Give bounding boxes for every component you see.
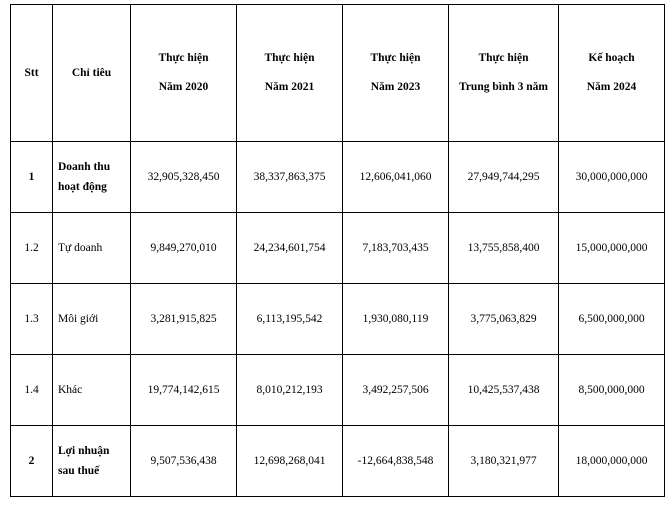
cell-stt: 1.3 <box>11 284 53 355</box>
column-header-stt: Stt <box>11 5 53 142</box>
cell-avg3: 10,425,537,438 <box>449 355 559 426</box>
cell-th2020: 32,905,328,450 <box>131 142 237 213</box>
cell-th2023: -12,664,838,548 <box>343 426 449 497</box>
cell-label: Doanh thu hoạt động <box>53 142 131 213</box>
cell-th2021: 38,337,863,375 <box>237 142 343 213</box>
column-header-chi-tieu: Chỉ tiêu <box>53 5 131 142</box>
cell-stt: 1 <box>11 142 53 213</box>
cell-th2021: 6,113,195,542 <box>237 284 343 355</box>
column-header-ke-hoach-2024: Kế hoạch Năm 2024 <box>559 5 665 142</box>
cell-th2023: 3,492,257,506 <box>343 355 449 426</box>
cell-th2020: 9,507,536,438 <box>131 426 237 497</box>
cell-label: Môi giới <box>53 284 131 355</box>
cell-label: Tự doanh <box>53 213 131 284</box>
table-row <box>11 142 665 213</box>
cell-avg3: 3,180,321,977 <box>449 426 559 497</box>
cell-plan2024: 15,000,000,000 <box>559 213 665 284</box>
cell-th2021: 24,234,601,754 <box>237 213 343 284</box>
cell-plan2024: 6,500,000,000 <box>559 284 665 355</box>
cell-th2020: 3,281,915,825 <box>131 284 237 355</box>
cell-plan2024: 30,000,000,000 <box>559 142 665 213</box>
column-header-thuc-hien-2021: Thực hiện Năm 2021 <box>237 5 343 142</box>
cell-label: Khác <box>53 355 131 426</box>
column-header-thuc-hien-2020: Thực hiện Năm 2020 <box>131 5 237 142</box>
cell-stt: 1.4 <box>11 355 53 426</box>
cell-avg3: 3,775,063,829 <box>449 284 559 355</box>
table-row <box>11 355 665 426</box>
table-body <box>11 142 665 497</box>
cell-th2021: 12,698,268,041 <box>237 426 343 497</box>
table-row <box>11 213 665 284</box>
cell-stt: 2 <box>11 426 53 497</box>
cell-th2020: 19,774,142,615 <box>131 355 237 426</box>
cell-th2021: 8,010,212,193 <box>237 355 343 426</box>
cell-th2023: 7,183,703,435 <box>343 213 449 284</box>
column-header-thuc-hien-2023: Thực hiện Năm 2023 <box>343 5 449 142</box>
table-header <box>11 5 665 142</box>
cell-th2023: 1,930,080,119 <box>343 284 449 355</box>
table-row <box>11 284 665 355</box>
cell-stt: 1.2 <box>11 213 53 284</box>
cell-th2023: 12,606,041,060 <box>343 142 449 213</box>
cell-plan2024: 18,000,000,000 <box>559 426 665 497</box>
table-row <box>11 426 665 497</box>
financial-results-table <box>10 4 665 497</box>
cell-th2020: 9,849,270,010 <box>131 213 237 284</box>
cell-label: Lợi nhuận sau thuế <box>53 426 131 497</box>
cell-plan2024: 8,500,000,000 <box>559 355 665 426</box>
column-header-trung-binh-3-nam: Thực hiện Trung bình 3 năm <box>449 5 559 142</box>
table-header-row <box>11 5 665 142</box>
cell-avg3: 27,949,744,295 <box>449 142 559 213</box>
cell-avg3: 13,755,858,400 <box>449 213 559 284</box>
